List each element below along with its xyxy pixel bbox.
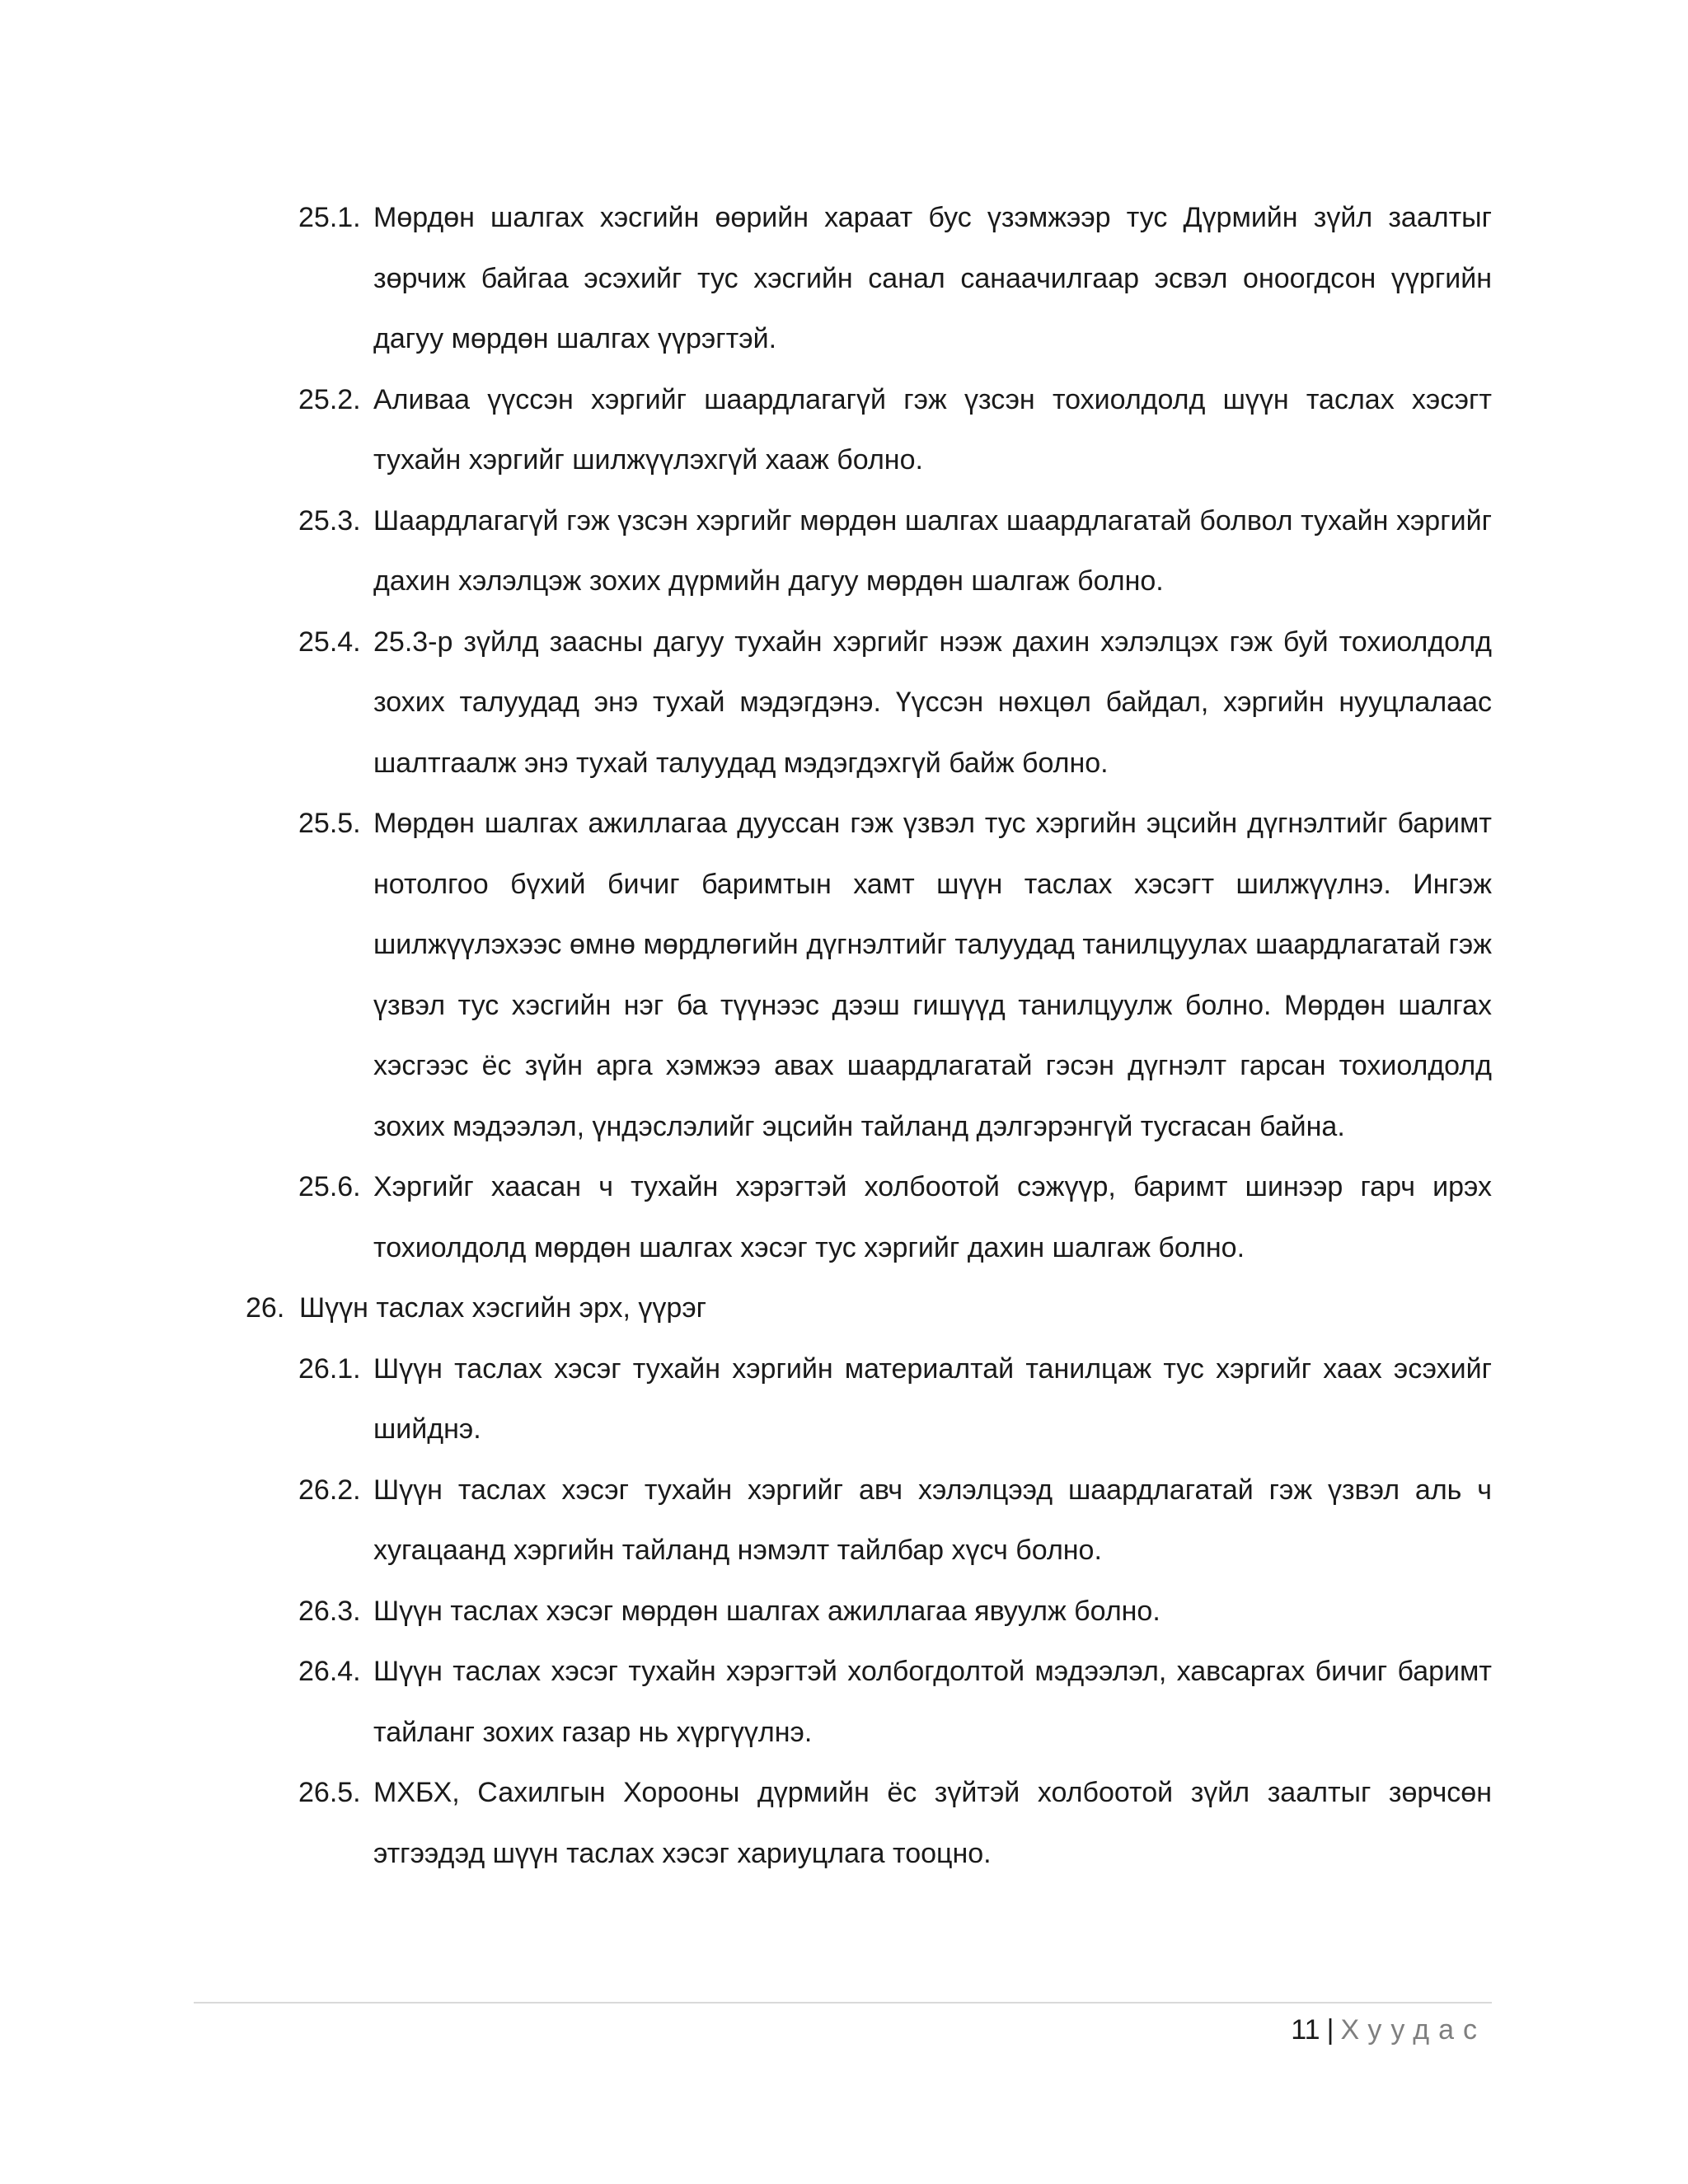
clause-number: 26.1. xyxy=(298,1352,361,1385)
clause-number: 25.5. xyxy=(298,808,361,839)
clause-number: 25.4. xyxy=(298,626,361,658)
footer-separator: | xyxy=(1326,2014,1334,2046)
clause-text: Шүүн таслах хэсэг тухайн хэрэгтэй холбогдолтой мэдээлэл, хавсаргах бичиг баримт тайланг зохих газар нь хүргүүлнэ. xyxy=(373,1656,1492,1748)
clause-25-2 xyxy=(239,370,1492,491)
clause-number: 25.2. xyxy=(298,383,361,415)
clause-text: Хэргийг хаасан ч тухайн хэрэгтэй холбоотой сэжүүр, баримт шинээр гарч ирэх тохиолдолд мөрдөн шалгах хэсэг тус хэргийг дахин шалгаж болно. xyxy=(373,1171,1492,1263)
clause-text: 25.3-р зүйлд заасны дагуу тухайн хэргийг нээж дахин хэлэлцэх гэж буй тохиолдолд зохих талуудад энэ тухай мэдэгдэнэ. Үүссэн нөхцөл байдал, хэргийн нууцлалаас шалтгаалж энэ тухай талуудад мэдэгдэхгүй байж болно. xyxy=(373,626,1492,779)
clause-number: 25.3. xyxy=(298,504,361,537)
footer-divider xyxy=(194,2002,1492,2004)
page-number: 11 xyxy=(1291,2014,1320,2046)
clause-text: Мөрдөн шалгах ажиллагаа дууссан гэж үзвэл тус хэргийн эцсийн дүгнэлтийг баримт нотолгоо бүхий бичиг баримтын хамт шүүн таслах хэсэгт шилжүүлнэ. Ингэж шилжүүлэхээс өмнө мөрдлөгийн дүгнэлтийг талуудад танилцуулах шаардлагатай гэж үзвэл тус хэсгийн нэг ба түүнээс дээш гишүүд танилцуулж болно. Мөрдөн шалгах хэсгээс ёс зүйн арга хэмжээ авах шаардлагатай гэсэн дүгнэлт гарсан тохиолдолд зохих мэдээлэл, үндэслэлийг эцсийн тайланд дэлгэрэнгүй тусгасан байна. xyxy=(373,808,1492,1142)
clause-26-4 xyxy=(239,1642,1492,1763)
clause-text: Шүүн таслах хэсэг мөрдөн шалгах ажиллагаа явуулж болно. xyxy=(373,1595,1160,1627)
clause-number: 26.2. xyxy=(298,1474,361,1506)
clause-26-1 xyxy=(239,1339,1492,1460)
section-title: Шүүн таслах хэсгийн эрх, үүрэг xyxy=(299,1292,707,1324)
clause-text: Шаардлагагүй гэж үзсэн хэргийг мөрдөн шалгах шаардлагатай болвол тухайн хэргийг дахин хэлэлцэж зохих дүрмийн дагуу мөрдөн шалгаж болно. xyxy=(373,504,1492,597)
document-body xyxy=(239,188,1492,1884)
clause-25-3 xyxy=(239,491,1492,612)
section-26-heading xyxy=(239,1278,1492,1339)
clause-number: 26.4. xyxy=(298,1656,361,1687)
section-number: 26. xyxy=(246,1292,285,1324)
clause-text: МХБХ, Сахилгын Хорооны дүрмийн ёс зүйтэй холбоотой зүйл заалтыг зөрчсөн этгээдэд шүүн таслах хэсэг хариуцлага тооцно. xyxy=(373,1777,1492,1869)
page-footer xyxy=(1291,2009,1486,2050)
clause-text: Аливаа үүссэн хэргийг шаардлагагүй гэж үзсэн тохиолдолд шүүн таслах хэсэгт тухайн хэргийг шилжүүлэхгүй хааж болно. xyxy=(373,383,1492,476)
clause-25-1 xyxy=(239,188,1492,370)
clause-number: 26.3. xyxy=(298,1595,361,1627)
clause-25-6 xyxy=(239,1157,1492,1278)
clause-number: 25.6. xyxy=(298,1171,361,1202)
page-label: Хуудас xyxy=(1340,2014,1486,2046)
clause-text: Шүүн таслах хэсэг тухайн хэргийг авч хэлэлцээд шаардлагатай гэж үзвэл аль ч хугацаанд хэргийн тайланд нэмэлт тайлбар хүсч болно. xyxy=(373,1474,1492,1566)
clause-25-4 xyxy=(239,612,1492,794)
clause-number: 26.5. xyxy=(298,1777,361,1808)
clause-number: 25.1. xyxy=(298,202,361,233)
clause-26-3 xyxy=(239,1582,1492,1643)
clause-text: Мөрдөн шалгах хэсгийн өөрийн хараат бус үзэмжээр тус Дүрмийн зүйл заалтыг зөрчиж байгаа эсэхийг тус хэсгийн санал санаачилгаар эсвэл оноогдсон үүргийн дагуу мөрдөн шалгах үүрэгтэй. xyxy=(373,202,1492,354)
clause-25-5 xyxy=(239,794,1492,1157)
clause-26-5 xyxy=(239,1763,1492,1884)
clause-26-2 xyxy=(239,1460,1492,1582)
clause-text: Шүүн таслах хэсэг тухайн хэргийн материалтай танилцаж тус хэргийг хаах эсэхийг шийднэ. xyxy=(373,1352,1492,1445)
